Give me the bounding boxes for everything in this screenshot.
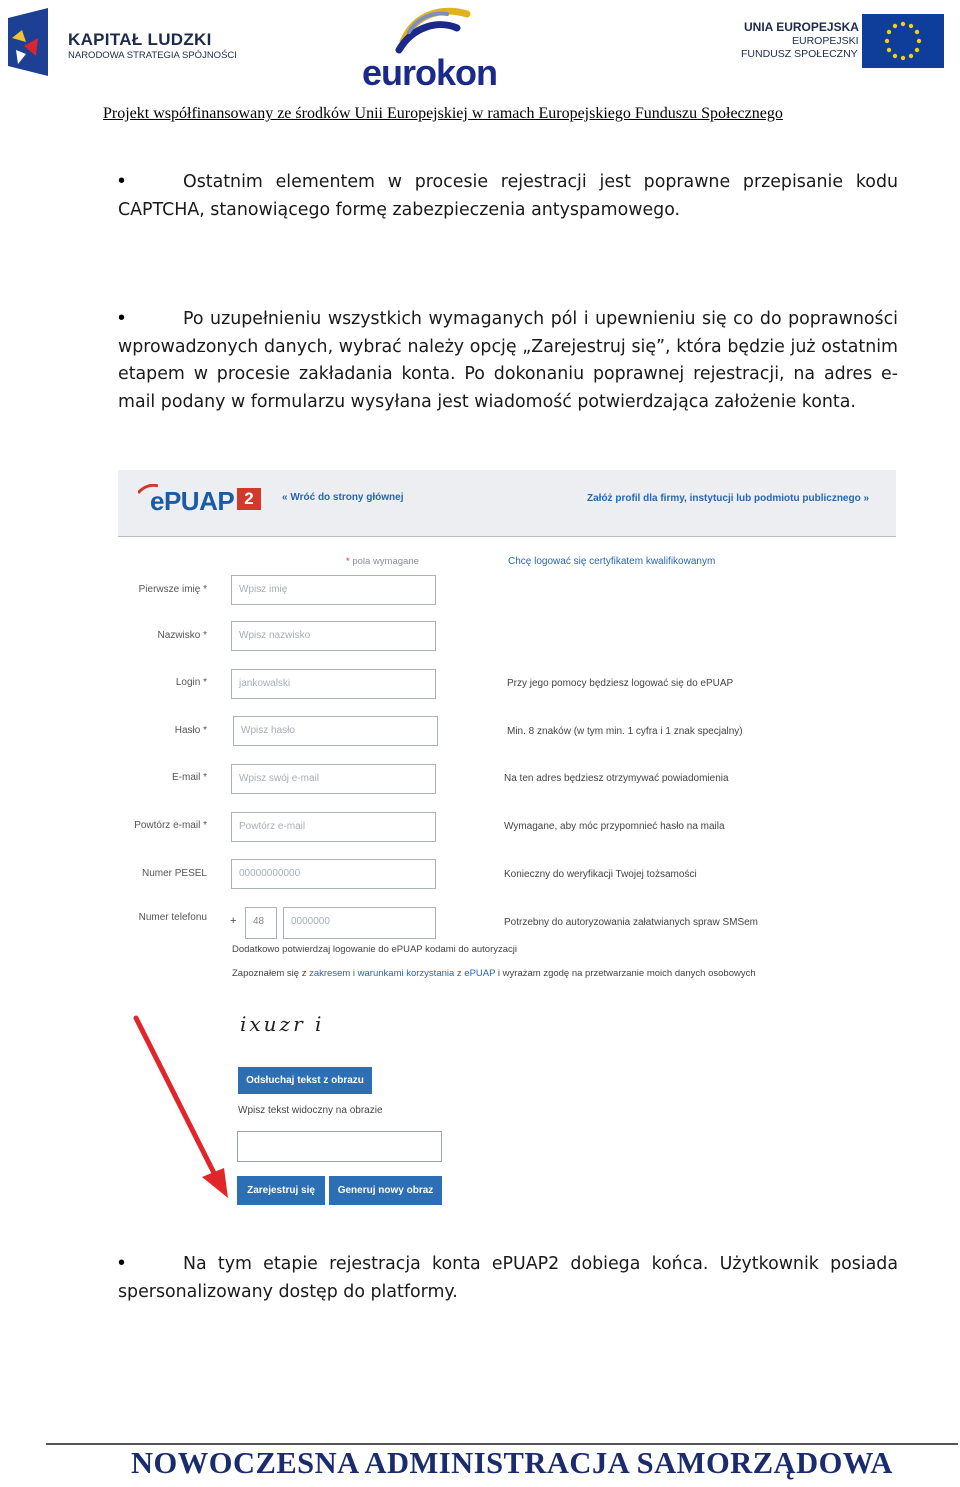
create-organization-profile-link[interactable]: Załóż profil dla firmy, instytucji lub podmiotu publicznego » (587, 493, 870, 504)
first-name-label: Pierwsze imię * (138, 584, 207, 595)
ue-line-1: UNIA EUROPEJSKA (744, 20, 859, 34)
paragraph-finish-text: Na tym etapie rejestracja konta ePUAP2 dobiega końca. Użytkownik posiada spersonalizowany dostęp do platformy. (118, 1254, 898, 1302)
certificate-login-link[interactable]: Chcę logować się certyfikatem kwalifikowanym (508, 556, 716, 567)
password-hint: Min. 8 znaków (w tym min. 1 cyfra i 1 znak specjalny) (507, 726, 743, 737)
required-star: * (346, 556, 350, 567)
two-factor-checkbox-line[interactable] (232, 944, 517, 955)
phone-number-input[interactable]: 0000000 (283, 907, 436, 939)
pesel-label: Numer PESEL (141, 868, 207, 879)
footer-divider (46, 1443, 958, 1445)
password-input[interactable]: Wpisz hasło (233, 716, 438, 746)
email-hint: Na ten adres będziesz otrzymywać powiadomienia (504, 773, 729, 784)
ue-line-2: EUROPEJSKI (792, 35, 859, 47)
paragraph-finish (118, 1251, 898, 1306)
phone-prefix-input[interactable]: 48 (245, 907, 277, 939)
phone-hint: Potrzebny do autoryzowania załatwianych spraw SMSem (504, 917, 759, 928)
bullet-2: • (118, 307, 126, 329)
terms-link[interactable]: zakresem i warunkami korzystania z ePUAP (309, 968, 496, 979)
last-name-input[interactable]: Wpisz nazwisko (231, 621, 436, 651)
terms-text-post: i wyrażam zgodę na przetwarzanie moich danych osobowych (495, 968, 756, 979)
listen-captcha-button[interactable]: Odsłuchaj tekst z obrazu (238, 1067, 372, 1094)
terms-checkbox-line[interactable] (232, 968, 756, 979)
epuap-logo-badge: 2 (237, 488, 261, 510)
paragraph-captcha-text: Ostatnim elementem w procesie rejestracji jest poprawne przepisanie kodu CAPTCHA, stanowiącego formę zabezpieczenia antyspamowego. (118, 172, 898, 220)
epuap-logo: ePUAP (150, 486, 235, 516)
required-note-text: pola wymagane (352, 556, 419, 567)
eurokon-logo: eurokon (362, 52, 498, 93)
login-hint: Przy jego pomocy będziesz logować się do ePUAP (507, 678, 734, 689)
required-fields-note (346, 556, 419, 567)
bullet-3: • (118, 1252, 126, 1274)
login-input[interactable]: jankowalski (231, 669, 436, 699)
kapital-ludzki-subtitle: NARODOWA STRATEGIA SPÓJNOŚCI (68, 50, 237, 61)
phone-label: Numer telefonu (138, 912, 207, 923)
phone-plus-sign: + (230, 915, 237, 927)
kapital-ludzki-title: KAPITAŁ LUDZKI (68, 30, 212, 49)
project-cofinancing-line: Projekt współfinansowany ze środków Unii Europejskiej w ramach Europejskiego Funduszu Społecznego (103, 105, 783, 122)
email-label: E-mail * (171, 772, 207, 783)
generate-new-image-button[interactable]: Generuj nowy obraz (329, 1176, 442, 1205)
login-label: Login * (175, 677, 207, 688)
captcha-input-label: Wpisz tekst widoczny na obrazie (238, 1105, 383, 1116)
first-name-input[interactable]: Wpisz imię (231, 575, 436, 605)
bullet-1: • (118, 170, 126, 192)
paragraph-register (118, 306, 898, 416)
pesel-input[interactable]: 00000000000 (231, 859, 436, 889)
footer-title: NOWOCZESNA ADMINISTRACJA SAMORZĄDOWA (131, 1446, 893, 1480)
back-to-home-link[interactable]: « Wróć do strony głównej (282, 492, 404, 503)
last-name-label: Nazwisko * (157, 630, 207, 641)
captcha-image: ixuzr i (240, 1012, 325, 1036)
email-input[interactable]: Wpisz swój e-mail (231, 764, 436, 794)
red-arrow-annotation (130, 1012, 235, 1202)
eurokon-swoosh-icon (395, 2, 475, 57)
paragraph-register-text: Po uzupełnieniu wszystkich wymaganych pól i upewnieniu się co do poprawności wprowadzonych danych, wybrać należy opcję „Zarejestruj się”, która będzie już ostatnim etapem w procesie zakładania konta. Po dokonaniu poprawnej rejestracji, na adres e-mail podany w formularzu wysyłana jest wiadomość potwierdzająca założenie konta. (118, 309, 898, 412)
ue-line-3: FUNDUSZ SPOŁECZNY (741, 48, 858, 60)
kapital-ludzki-emblem (8, 8, 52, 76)
password-label: Hasło * (174, 725, 207, 736)
two-factor-checkbox-label: Dodatkowo potwierdzaj logowanie do ePUAP kodami do autoryzacji (232, 944, 517, 955)
repeat-email-input[interactable]: Powtórz e-mail (231, 812, 436, 842)
eu-flag-icon (862, 14, 944, 68)
captcha-input[interactable] (237, 1131, 442, 1162)
repeat-email-label: Powtórz e-mail * (134, 820, 207, 831)
paragraph-captcha (118, 169, 898, 224)
repeat-email-hint: Wymagane, aby móc przypomnieć hasło na maila (504, 821, 725, 832)
pesel-hint: Konieczny do weryfikacji Twojej tożsamości (504, 869, 697, 880)
register-button[interactable]: Zarejestruj się (237, 1176, 325, 1205)
terms-text-pre: Zapoznałem się z (232, 968, 310, 979)
